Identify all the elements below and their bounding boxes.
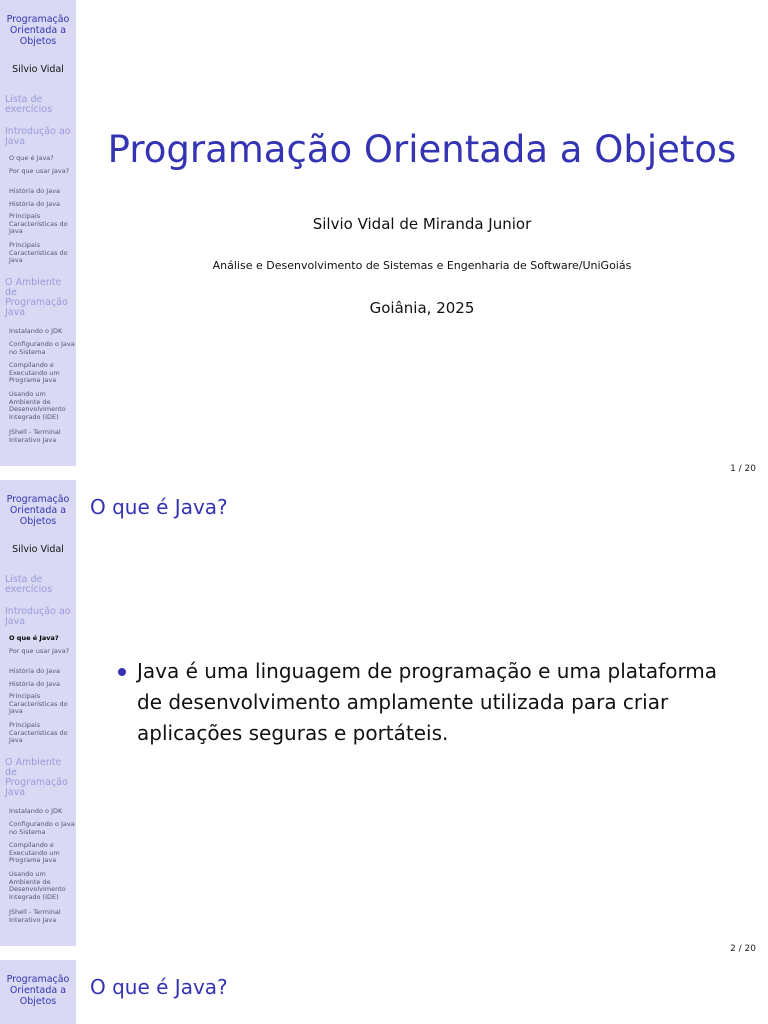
slide-2 (0, 480, 768, 960)
sidebar-item-por-que-usar-java[interactable]: Por que usar Java? (9, 167, 70, 175)
sidebar-presentation-title[interactable]: Programação Orientada a Objetos (6, 14, 70, 47)
sidebar-item-compilando-executando[interactable]: Compilando e Executando um Programa Java (9, 841, 60, 864)
sidebar-item-instalando-jdk[interactable]: Instalando o JDK (9, 807, 63, 815)
sidebar-item-caracteristicas-1[interactable]: Principais Características do Java (9, 692, 68, 715)
sidebar-author: Silvio Vidal (12, 64, 64, 75)
sidebar-author: Silvio Vidal (12, 544, 64, 555)
sidebar-item-historia-1[interactable]: História do Java (9, 187, 61, 195)
sidebar-section-ambiente[interactable]: O Ambiente de Programação Java (5, 277, 68, 318)
sidebar-nav (0, 0, 76, 466)
sidebar-item-usando-ide[interactable]: Usando um Ambiente de Desenvolvimento Integrado (IDE) (9, 390, 66, 421)
presentation-institution: Análise e Desenvolvimento de Sistemas e Engenharia de Software/UniGoiás (212, 259, 632, 272)
slide-3 (0, 960, 768, 1024)
presentation-title: Programação Orientada a Objetos (107, 128, 737, 171)
slide-1 (0, 0, 768, 480)
sidebar-section-ambiente[interactable]: O Ambiente de Programação Java (5, 757, 68, 798)
sidebar-nav (0, 480, 76, 946)
frame-title: O que é Java? (90, 975, 228, 999)
sidebar-item-jshell[interactable]: JShell - Terminal Interativo Java (9, 428, 61, 444)
sidebar-item-configurando-java[interactable]: Configurando o Java no Sistema (9, 820, 75, 836)
sidebar-item-usando-ide[interactable]: Usando um Ambiente de Desenvolvimento Integrado (IDE) (9, 870, 66, 901)
sidebar-section-lista[interactable]: Lista de exercícios (5, 94, 53, 115)
page-number: 1 / 20 (730, 464, 756, 474)
sidebar-item-compilando-executando[interactable]: Compilando e Executando um Programa Java (9, 361, 60, 384)
frame-title: O que é Java? (90, 495, 228, 519)
sidebar-item-caracteristicas-1[interactable]: Principais Características do Java (9, 212, 68, 235)
sidebar-nav (0, 960, 76, 1024)
sidebar-presentation-title[interactable]: Programação Orientada a Objetos (6, 974, 70, 1007)
sidebar-item-jshell[interactable]: JShell - Terminal Interativo Java (9, 908, 61, 924)
presentation-date: Goiânia, 2025 (369, 299, 475, 317)
sidebar-item-por-que-usar-java[interactable]: Por que usar Java? (9, 647, 70, 655)
sidebar-section-intro[interactable]: Introdução ao Java (5, 606, 71, 627)
sidebar-item-historia-2[interactable]: História do Java (9, 200, 61, 208)
bullet-icon (118, 668, 126, 676)
sidebar-item-historia-1[interactable]: História do Java (9, 667, 61, 675)
sidebar-item-o-que-e-java[interactable]: O que é Java? (9, 634, 59, 642)
sidebar-presentation-title[interactable]: Programação Orientada a Objetos (6, 494, 70, 527)
sidebar-item-historia-2[interactable]: História do Java (9, 680, 61, 688)
sidebar-item-o-que-e-java[interactable]: O que é Java? (9, 154, 54, 162)
bullet-text: Java é uma linguagem de programação e uma plataforma de desenvolvimento amplamente utilizada para criar aplicações seguras e portáteis. (137, 659, 718, 745)
sidebar-section-intro[interactable]: Introdução ao Java (5, 126, 71, 147)
sidebar-section-lista[interactable]: Lista de exercícios (5, 574, 53, 595)
sidebar-item-configurando-java[interactable]: Configurando o Java no Sistema (9, 340, 75, 356)
sidebar-item-caracteristicas-2[interactable]: Principais Características do Java (9, 721, 68, 744)
presentation-author: Silvio Vidal de Miranda Junior (312, 215, 532, 233)
sidebar-item-caracteristicas-2[interactable]: Principais Características do Java (9, 241, 68, 264)
sidebar-item-instalando-jdk[interactable]: Instalando o JDK (9, 327, 63, 335)
page-number: 2 / 20 (730, 944, 756, 954)
